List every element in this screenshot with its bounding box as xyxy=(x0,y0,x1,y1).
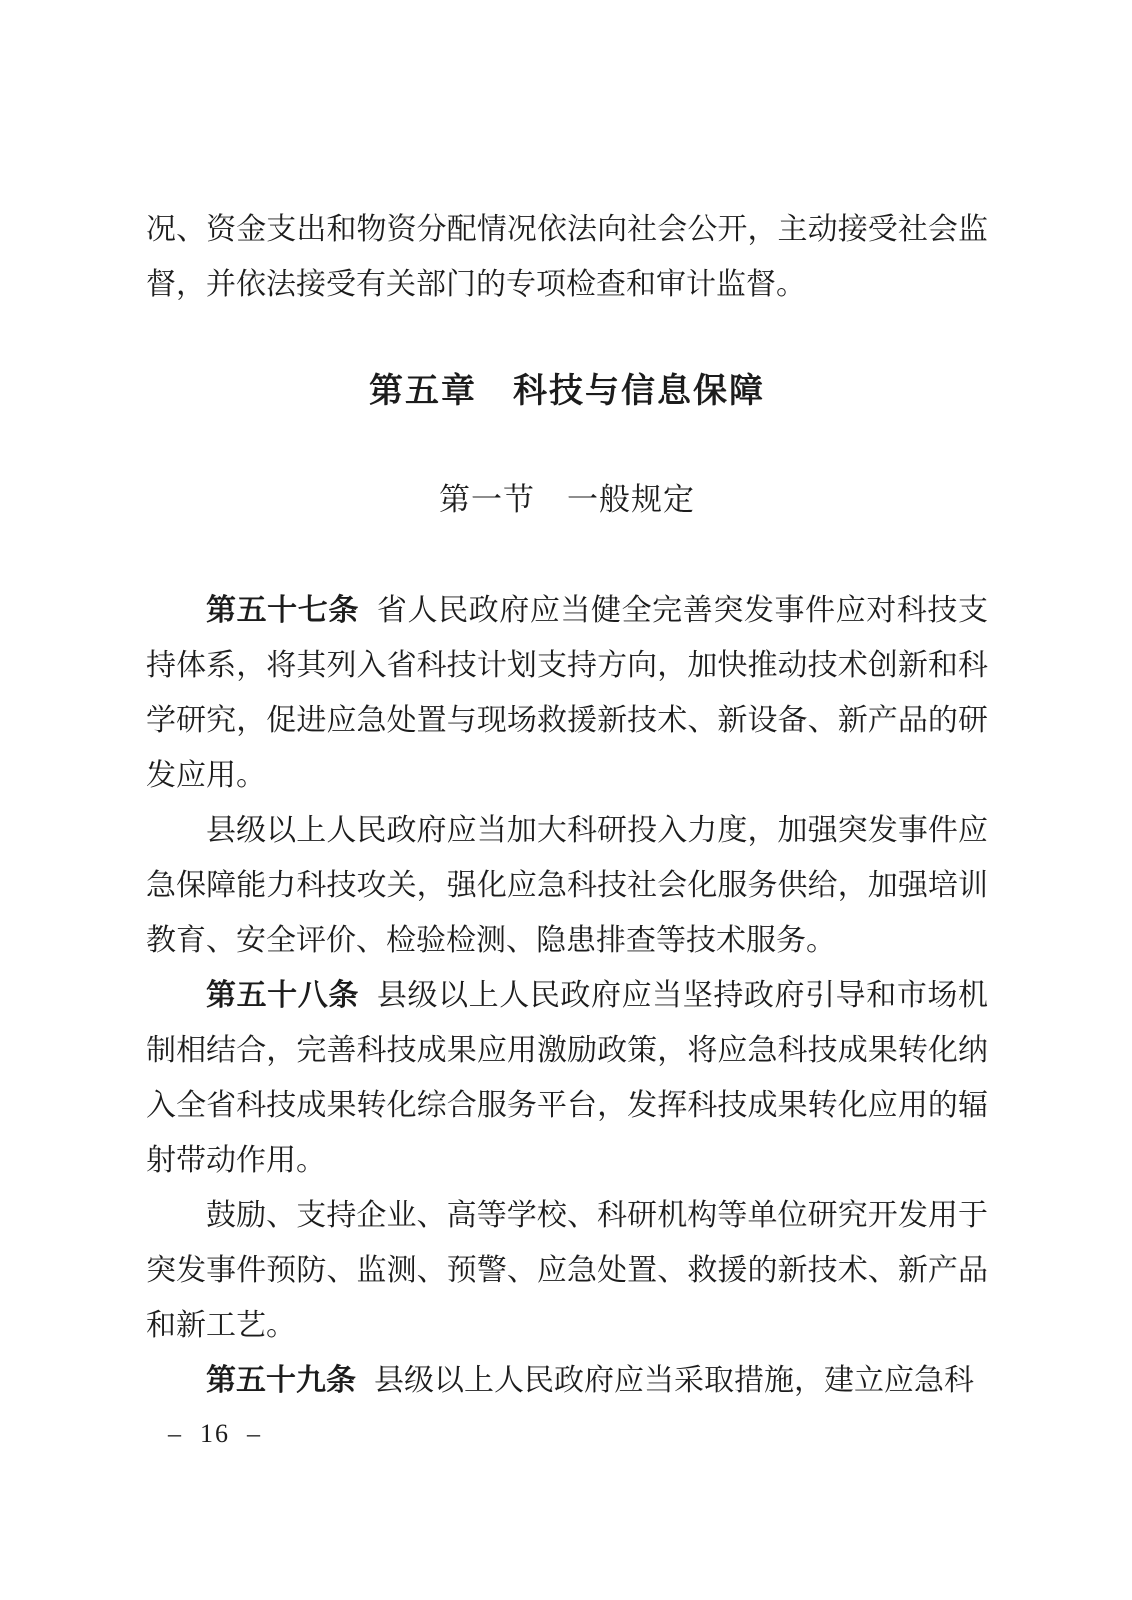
page-number: – 16 – xyxy=(168,1419,262,1448)
article-57-text-1: 省人民政府应当健全完善突发事件应对科技支持体系，将其列入省科技计划支持方向，加快推动技术创新和科学研究，促进应急处置与现场救援新技术、新设备、新产品的研发应用。 xyxy=(146,594,989,792)
section-heading: 第一节 一般规定 xyxy=(439,482,695,517)
article-58-number: 第五十八条 xyxy=(206,979,359,1012)
article-59-paragraph-1 xyxy=(146,1353,988,1408)
article-58-text-1: 县级以上人民政府应当坚持政府引导和市场机制相结合，完善科技成果应用激励政策，将应急科技成果转化纳入全省科技成果转化综合服务平台，发挥科技成果转化应用的辐射带动作用。 xyxy=(146,979,989,1177)
article-57-paragraph-1 xyxy=(146,583,988,803)
article-57-number: 第五十七条 xyxy=(206,594,359,627)
article-58-paragraph-1 xyxy=(146,968,988,1188)
article-57-paragraph-2: 县级以上人民政府应当加大科研投入力度，加强突发事件应急保障能力科技攻关，强化应急科技社会化服务供给，加强培训教育、安全评价、检验检测、隐患排查等技术服务。 xyxy=(146,814,988,957)
article-59-number: 第五十九条 xyxy=(206,1364,356,1397)
article-59-text-1: 县级以上人民政府应当采取措施，建立应急科 xyxy=(374,1364,974,1397)
chapter-heading: 第五章 科技与信息保障 xyxy=(369,372,765,410)
continuation-paragraph: 况、资金支出和物资分配情况依法向社会公开，主动接受社会监督，并依法接受有关部门的专项检查和审计监督。 xyxy=(146,213,988,301)
article-58-paragraph-2: 鼓励、支持企业、高等学校、科研机构等单位研究开发用于突发事件预防、监测、预警、应急处置、救援的新技术、新产品和新工艺。 xyxy=(146,1199,988,1342)
